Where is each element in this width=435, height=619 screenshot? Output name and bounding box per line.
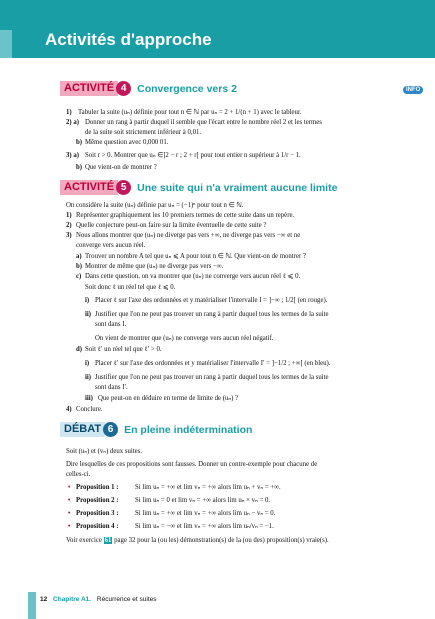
exercise-ref-link[interactable]: 61 bbox=[104, 537, 112, 544]
text-line: Conclure. bbox=[76, 406, 103, 413]
text-line: Montrer de même que (uₙ) ne diverge pas vers −∞. bbox=[85, 263, 224, 270]
text-line: Représenter graphiquement les 10 premiers termes de cette suite dans un repère. bbox=[76, 212, 295, 219]
activity-number: 4 bbox=[116, 81, 131, 96]
see-exercise-line bbox=[66, 537, 329, 545]
text-line: Tabuler la suite (uₙ) définie pour tout n ∈ ℕ par uₙ = 2 + 1/(n + 1) avec le tableur. bbox=[78, 109, 302, 116]
page-title: Activités d'approche bbox=[45, 30, 212, 49]
activity-4-header bbox=[60, 80, 237, 97]
chapter-label: Chapitre A1. bbox=[53, 596, 92, 603]
text-line: Dans cette question, on va montrer que (uₙ) ne converge vers aucun réel ℓ ⩽ 0. bbox=[85, 273, 301, 280]
text-line: de la suite soit strictement inférieur à 0,01. bbox=[85, 129, 202, 136]
header-tab bbox=[0, 30, 12, 58]
bullet: • bbox=[68, 497, 71, 504]
see-exercise-text: Voir exercice bbox=[66, 537, 102, 544]
text-line: celles-ci. bbox=[66, 471, 91, 478]
debate-badge: DÉBAT bbox=[60, 422, 105, 437]
text-line: Même question avec 0,000 01. bbox=[85, 139, 169, 146]
proposition-label: Proposition 3 : bbox=[76, 510, 119, 517]
debate-number: 6 bbox=[103, 422, 118, 437]
text-line: sont dans I′. bbox=[95, 384, 128, 391]
proposition-label: Proposition 1 : bbox=[76, 484, 119, 491]
marker: i) bbox=[85, 297, 90, 304]
text-line: On vient de montrer que (uₙ) ne converge vers aucun réel négatif. bbox=[95, 335, 274, 342]
see-exercise-rest: page 32 pour la (ou les) démonstration(s) de la (ou des) proposition(s) vraie(s). bbox=[114, 537, 329, 544]
proposition-label: Proposition 2 : bbox=[76, 497, 119, 504]
intro-line: Soit (uₙ) et (vₙ) deux suites. bbox=[66, 448, 143, 455]
text-line: Soit ℓ′ un réel tel que ℓ′ > 0. bbox=[85, 346, 162, 353]
marker: 4) bbox=[66, 406, 72, 413]
marker: 1) bbox=[66, 212, 72, 219]
chapter-title: Récurrence et suites bbox=[96, 596, 157, 603]
text-line: sont dans I. bbox=[95, 321, 127, 328]
text-line: Soit donc ℓ un réel tel que ℓ ⩽ 0. bbox=[85, 284, 176, 291]
proposition-text: Si lim uₙ = +∞ et lim vₙ = +∞ alors lim uₙ + vₙ = +∞. bbox=[135, 484, 281, 491]
proposition-text: Si lim uₙ = 0 et lim vₙ = +∞ alors lim uₙ × vₙ = 0. bbox=[135, 497, 271, 504]
text-line: Placer ℓ′ sur l'axe des ordonnées et y matérialiser l'intervalle I′ = ]−1/2 ; +∞[ (en bleu). bbox=[95, 360, 331, 367]
marker: b) bbox=[76, 139, 83, 146]
activity-title: Convergence vers 2 bbox=[137, 82, 237, 95]
marker: 2) bbox=[66, 222, 72, 229]
page-header bbox=[0, 0, 435, 58]
marker: 2) a) bbox=[66, 119, 80, 126]
footer-tab bbox=[28, 592, 36, 619]
debate-6-header bbox=[60, 421, 252, 438]
text-line: Donner un rang à partir duquel il semble que l'écart entre le nombre réel 2 et les termes bbox=[85, 119, 322, 126]
text-line: Que vient-on de montrer ? bbox=[85, 164, 157, 171]
marker: 3) a) bbox=[66, 152, 80, 159]
marker: d) bbox=[76, 346, 83, 353]
activity-badge: ACTIVITÉ bbox=[60, 81, 118, 96]
page-footer bbox=[40, 596, 157, 603]
bullet: • bbox=[68, 523, 71, 530]
text-line: Placer ℓ sur l'axe des ordonnées et y matérialiser l'intervalle I = ]−∞ ; 1/2[ (en rouge). bbox=[95, 297, 328, 304]
text-line: Que peut-on en déduire en terme de limite de (uₙ) ? bbox=[98, 395, 239, 402]
intro-line: On considère la suite (uₙ) définie par uₙ = (−1)ⁿ pour tout n ∈ ℕ. bbox=[66, 202, 244, 209]
text-line: Dire lesquelles de ces propositions sont fausses. Donner un contre-exemple pour chacune de bbox=[66, 461, 318, 468]
text-line: Quelle conjecture peut-on faire sur la limite éventuelle de cette suite ? bbox=[76, 222, 267, 229]
marker: i) bbox=[85, 360, 90, 367]
proposition-text: Si lim uₙ = −∞ et lim vₙ = +∞ alors lim uₙ/vₙ = −1. bbox=[135, 523, 274, 530]
proposition-label: Proposition 4 : bbox=[76, 523, 119, 530]
text-line: Justifier que l'on ne peut pas trouver un rang à partir duquel tous les termes de la suite bbox=[95, 311, 329, 318]
bullet: • bbox=[68, 510, 71, 517]
proposition-text: Si lim uₙ = +∞ et lim vₙ = +∞ alors lim uₙ − vₙ = 0. bbox=[135, 510, 276, 517]
bullet: • bbox=[68, 484, 71, 491]
marker: b) bbox=[76, 263, 83, 270]
text-line: Justifier que l'on ne peut pas trouver un rang à partir duquel tous les termes de la suite bbox=[95, 374, 329, 381]
marker: a) bbox=[76, 253, 82, 260]
activity-5-header bbox=[60, 179, 337, 196]
marker: 1) bbox=[66, 109, 72, 116]
activity-title: Une suite qui n'a vraiment aucune limite bbox=[137, 181, 338, 194]
marker: 3) bbox=[66, 232, 72, 239]
page-number: 12 bbox=[40, 596, 48, 603]
marker: c) bbox=[76, 273, 82, 280]
text-line: Nous allons montrer que (uₙ) ne diverge pas vers +∞, ne diverge pas vers −∞ et ne bbox=[76, 232, 301, 239]
text-line: converge vers aucun réel. bbox=[76, 242, 146, 249]
debate-title: En pleine indétermination bbox=[124, 423, 253, 436]
text-line: Trouver un nombre A tel que uₙ ⩽ A pour tout n ∈ ℕ. Que vient-on de montrer ? bbox=[85, 253, 306, 260]
info-badge[interactable]: INFO bbox=[403, 86, 423, 94]
marker: ii) bbox=[85, 311, 92, 318]
activity-number: 5 bbox=[116, 180, 131, 195]
text-line: Soit r > 0. Montrer que uₙ ∈]2 − r ; 2 + r[ pour tout entier n supérieur à 1/r − 1. bbox=[85, 152, 301, 159]
marker: b) bbox=[76, 164, 83, 171]
activity-badge: ACTIVITÉ bbox=[60, 180, 118, 195]
marker: iii) bbox=[85, 395, 93, 402]
marker: ii) bbox=[85, 374, 92, 381]
